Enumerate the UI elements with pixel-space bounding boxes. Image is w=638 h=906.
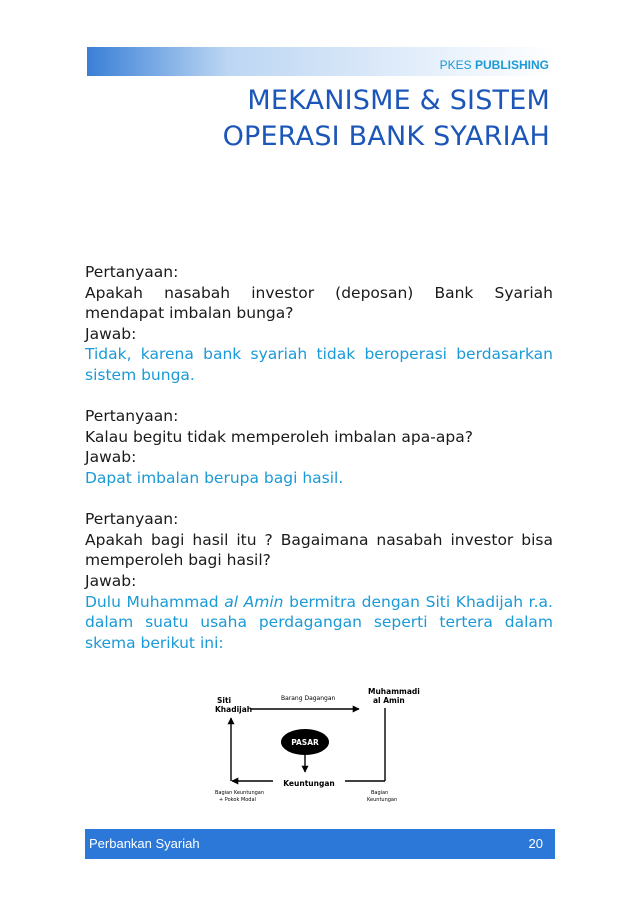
footer-bar <box>85 829 555 859</box>
answer-text: Dapat imbalan berupa bagi hasil. <box>85 468 344 487</box>
question-label: Pertanyaan: <box>85 407 179 426</box>
node-siti-khadijah: Siti <box>217 696 232 705</box>
answer-text <box>85 592 553 654</box>
node-siti-khadijah: Khadijah <box>215 705 253 714</box>
publisher-label <box>440 58 549 72</box>
bottom-right-label: Bagian <box>371 790 389 796</box>
qa-block-2 <box>85 406 553 488</box>
answer-text-part: bermitra dengan Siti Khadijah r.a. dalam suatu usaha perdagangan seperti tertera dalam skema berikut ini: <box>85 592 553 652</box>
page-number: 20 <box>528 836 543 851</box>
partnership-diagram <box>213 687 420 809</box>
question-text: Apakah bagi hasil itu ? Bagaimana nasabah investor bisa memperoleh bagi hasil? <box>85 530 553 570</box>
question-label: Pertanyaan: <box>85 510 179 529</box>
question-text: Kalau begitu tidak memperoleh imbalan apa-apa? <box>85 427 473 446</box>
node-muhammad-al-amin: Muhammadi <box>368 687 420 696</box>
qa-block-1 <box>85 262 553 386</box>
footer-title: Perbankan Syariah <box>89 836 200 851</box>
bottom-right-label: Keuntungan <box>367 797 398 803</box>
bottom-left-label: + Pokok Modal <box>219 797 256 803</box>
answer-text: Tidak, karena bank syariah tidak beroperasi berdasarkan sistem bunga. <box>85 345 553 384</box>
page-title-line-1: MEKANISME & SISTEM <box>247 85 550 116</box>
qa-block-3 <box>85 509 553 653</box>
pasar-label: PASAR <box>291 738 319 747</box>
bottom-left-label: Bagian Keuntungan <box>215 790 265 796</box>
answer-italic-name: al Amin <box>224 592 284 611</box>
page-title-line-2: OPERASI BANK SYARIAH <box>222 121 550 152</box>
answer-label: Jawab: <box>85 571 137 590</box>
answer-label: Jawab: <box>85 448 137 467</box>
question-label: Pertanyaan: <box>85 263 179 281</box>
top-arrow-label: Barang Dagangan <box>281 695 336 702</box>
keuntungan-label: Keuntungan <box>283 779 335 788</box>
question-text: Apakah nasabah investor (deposan) Bank Syariah mendapat imbalan bunga? <box>85 283 553 323</box>
answer-text-part: Dulu Muhammad <box>85 592 225 611</box>
publisher-name: PKES <box>439 58 475 72</box>
publisher-suffix: PUBLISHING <box>474 58 549 72</box>
node-muhammad-al-amin: al Amin <box>373 696 405 705</box>
answer-label: Jawab: <box>85 324 137 343</box>
qa-body <box>85 262 553 653</box>
